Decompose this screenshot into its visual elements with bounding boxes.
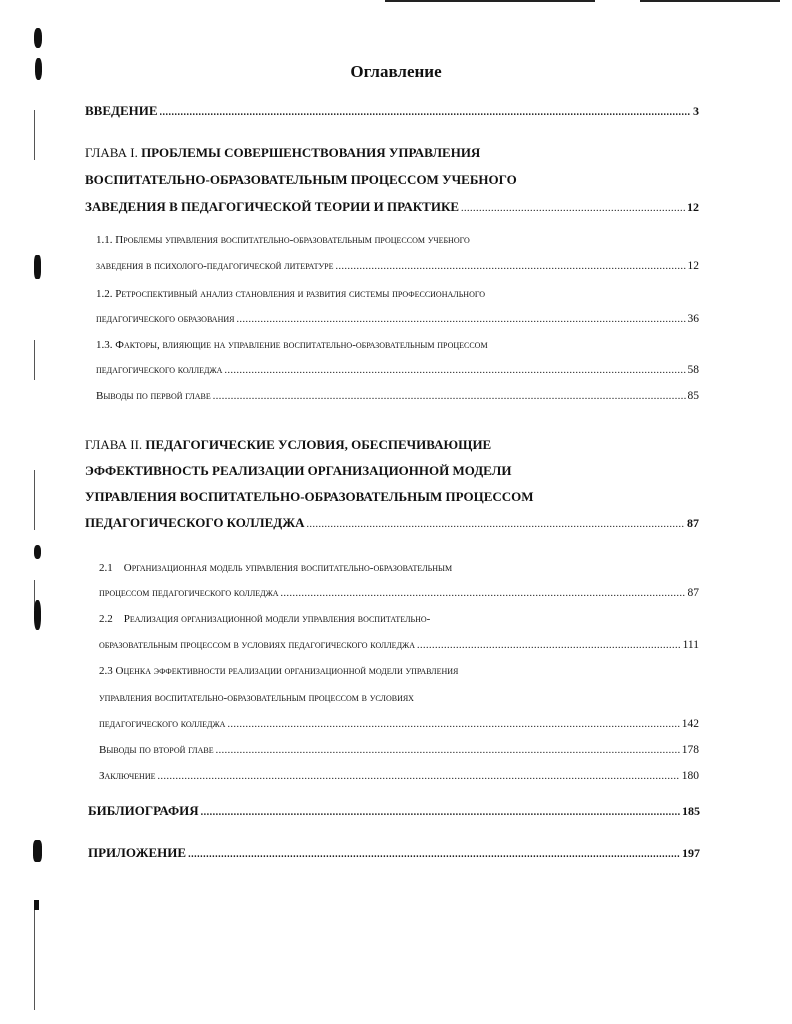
toc-conclusion[interactable] xyxy=(99,766,699,786)
leader-dots xyxy=(160,103,691,123)
scan-mark xyxy=(34,28,42,48)
scan-mark xyxy=(34,470,35,530)
section-title: педагогического колледжа xyxy=(96,364,223,376)
toc-page-number: 178 xyxy=(681,744,699,756)
chapter-prefix: ГЛАВА II. xyxy=(85,437,143,452)
toc-page-number: 3 xyxy=(693,104,699,118)
scan-mark xyxy=(34,545,41,559)
leader-dots xyxy=(417,636,681,656)
chapter-title: УПРАВЛЕНИЯ ВОСПИТАТЕЛЬНО-ОБРАЗОВАТЕЛЬНЫМ ПРОЦЕССОМ xyxy=(85,489,534,504)
toc-page-number: 85 xyxy=(687,390,699,402)
section-title: педагогического образования xyxy=(96,313,235,325)
scan-mark xyxy=(33,840,42,862)
toc-chapter-2-line-4[interactable] xyxy=(85,513,699,533)
scan-top-rule-2 xyxy=(640,0,780,2)
section-title: Выводы по первой главе xyxy=(96,390,211,402)
toc-conclusions-2[interactable] xyxy=(99,740,699,760)
scan-mark xyxy=(34,900,39,910)
chapter-title: ЗАВЕДЕНИЯ В ПЕДАГОГИЧЕСКОЙ ТЕОРИИ И ПРАКТИКЕ xyxy=(85,199,460,214)
toc-section-1-2-line-2[interactable] xyxy=(96,309,699,329)
toc-section-1-1-line-2[interactable] xyxy=(96,256,699,276)
toc-section-1-3-line-1[interactable] xyxy=(96,335,488,355)
toc-section-2-1-line-1[interactable] xyxy=(99,558,452,578)
section-title: педагогического колледжа xyxy=(99,718,226,730)
section-title: 2.2 Реализация организационной модели управления воспитательно- xyxy=(99,613,431,625)
toc-chapter-1-line-2[interactable] xyxy=(85,170,517,190)
leader-dots xyxy=(201,803,680,823)
toc-page-number: 87 xyxy=(687,516,699,530)
leader-dots xyxy=(227,715,679,735)
toc-page-number: 185 xyxy=(682,804,700,818)
section-title: 1.3. Факторы, влияющие на управление воспитательно-образовательным процессом xyxy=(96,339,488,351)
scan-mark xyxy=(34,900,35,1010)
scan-mark xyxy=(34,600,41,630)
section-title: 1.2. Ретроспективный анализ становления и развития системы профессионального xyxy=(96,288,486,300)
toc-page-number: 58 xyxy=(687,364,699,376)
toc-section-2-3-line-3[interactable] xyxy=(99,714,699,734)
leader-dots xyxy=(213,387,686,407)
chapter-title: ВОСПИТАТЕЛЬНО-ОБРАЗОВАТЕЛЬНЫМ ПРОЦЕССОМ УЧЕБНОГО xyxy=(85,172,517,187)
leader-dots xyxy=(216,741,680,761)
toc-chapter-1-line-3[interactable] xyxy=(85,197,699,217)
toc-page-number: 197 xyxy=(682,846,700,860)
section-title: 2.1 Организационная модель управления воспитательно-образовательным xyxy=(99,562,453,574)
leader-dots xyxy=(158,767,680,787)
section-title: управления воспитательно-образовательным процессом в условиях xyxy=(99,692,414,704)
toc-entry-intro[interactable] xyxy=(85,101,699,121)
section-title: процессом педагогического колледжа xyxy=(99,587,279,599)
leader-dots xyxy=(281,584,686,604)
section-title: Заключение xyxy=(99,770,156,782)
leader-dots xyxy=(336,257,686,277)
leader-dots xyxy=(188,845,680,865)
scan-top-rule-1 xyxy=(385,0,595,2)
toc-page-number: 36 xyxy=(687,313,699,325)
toc-section-2-1-line-2[interactable] xyxy=(99,583,699,603)
toc-entry-bibliography[interactable] xyxy=(88,801,700,821)
leader-dots xyxy=(461,199,685,219)
toc-chapter-2-line-2[interactable] xyxy=(85,461,511,481)
toc-chapter-1-line-1[interactable] xyxy=(85,143,480,163)
scan-mark xyxy=(34,110,35,160)
toc-page-number: 87 xyxy=(687,587,699,599)
chapter-title: ЭФФЕКТИВНОСТЬ РЕАЛИЗАЦИИ ОРГАНИЗАЦИОННОЙ МОДЕЛИ xyxy=(85,463,512,478)
toc-section-2-3-line-2[interactable] xyxy=(99,688,414,708)
toc-chapter-2-line-1[interactable] xyxy=(85,435,491,455)
section-title: 2.3 Оценка эффективности реализации организационной модели управления xyxy=(99,665,459,677)
toc-page-number: 111 xyxy=(682,639,699,651)
toc-page-number: 12 xyxy=(687,260,699,272)
leader-dots xyxy=(236,310,685,330)
toc-page-number: 12 xyxy=(687,200,699,214)
toc-section-2-2-line-1[interactable] xyxy=(99,609,430,629)
toc-page-number: 142 xyxy=(681,718,699,730)
toc-chapter-2-line-3[interactable] xyxy=(85,487,534,507)
section-title: заведения в психолого-педагогической литературе xyxy=(96,260,334,272)
chapter-title: ПЕДАГОГИЧЕСКОГО КОЛЛЕДЖА xyxy=(85,515,305,530)
toc-section-1-1-line-1[interactable] xyxy=(96,230,470,250)
toc-entry-text: ВВЕДЕНИЕ xyxy=(85,103,158,118)
toc-page-number: 180 xyxy=(681,770,699,782)
toc-entry-text: БИБЛИОГРАФИЯ xyxy=(88,803,199,818)
toc-section-2-2-line-2[interactable] xyxy=(99,635,699,655)
chapter-title: ПЕДАГОГИЧЕСКИЕ УСЛОВИЯ, ОБЕСПЕЧИВАЮЩИЕ xyxy=(145,437,492,452)
section-title: Выводы по второй главе xyxy=(99,744,214,756)
toc-entry-text: ПРИЛОЖЕНИЕ xyxy=(88,845,187,860)
leader-dots xyxy=(306,515,685,535)
toc-conclusions-1[interactable] xyxy=(96,386,699,406)
scan-mark xyxy=(34,255,41,279)
section-title: 1.1. Проблемы управления воспитательно-образовательным процессом учебного xyxy=(96,234,470,246)
section-title: образовательным процессом в условиях педагогического колледжа xyxy=(99,639,415,651)
toc-entry-appendix[interactable] xyxy=(88,843,700,863)
toc-section-1-2-line-1[interactable] xyxy=(96,284,485,304)
chapter-title: ПРОБЛЕМЫ СОВЕРШЕНСТВОВАНИЯ УПРАВЛЕНИЯ xyxy=(141,145,481,160)
toc-section-1-3-line-2[interactable] xyxy=(96,360,699,380)
toc-section-2-3-line-1[interactable] xyxy=(99,661,458,681)
scan-mark xyxy=(34,340,35,380)
leader-dots xyxy=(224,361,685,381)
chapter-prefix: ГЛАВА I. xyxy=(85,145,138,160)
page-title: Оглавление xyxy=(350,62,442,81)
